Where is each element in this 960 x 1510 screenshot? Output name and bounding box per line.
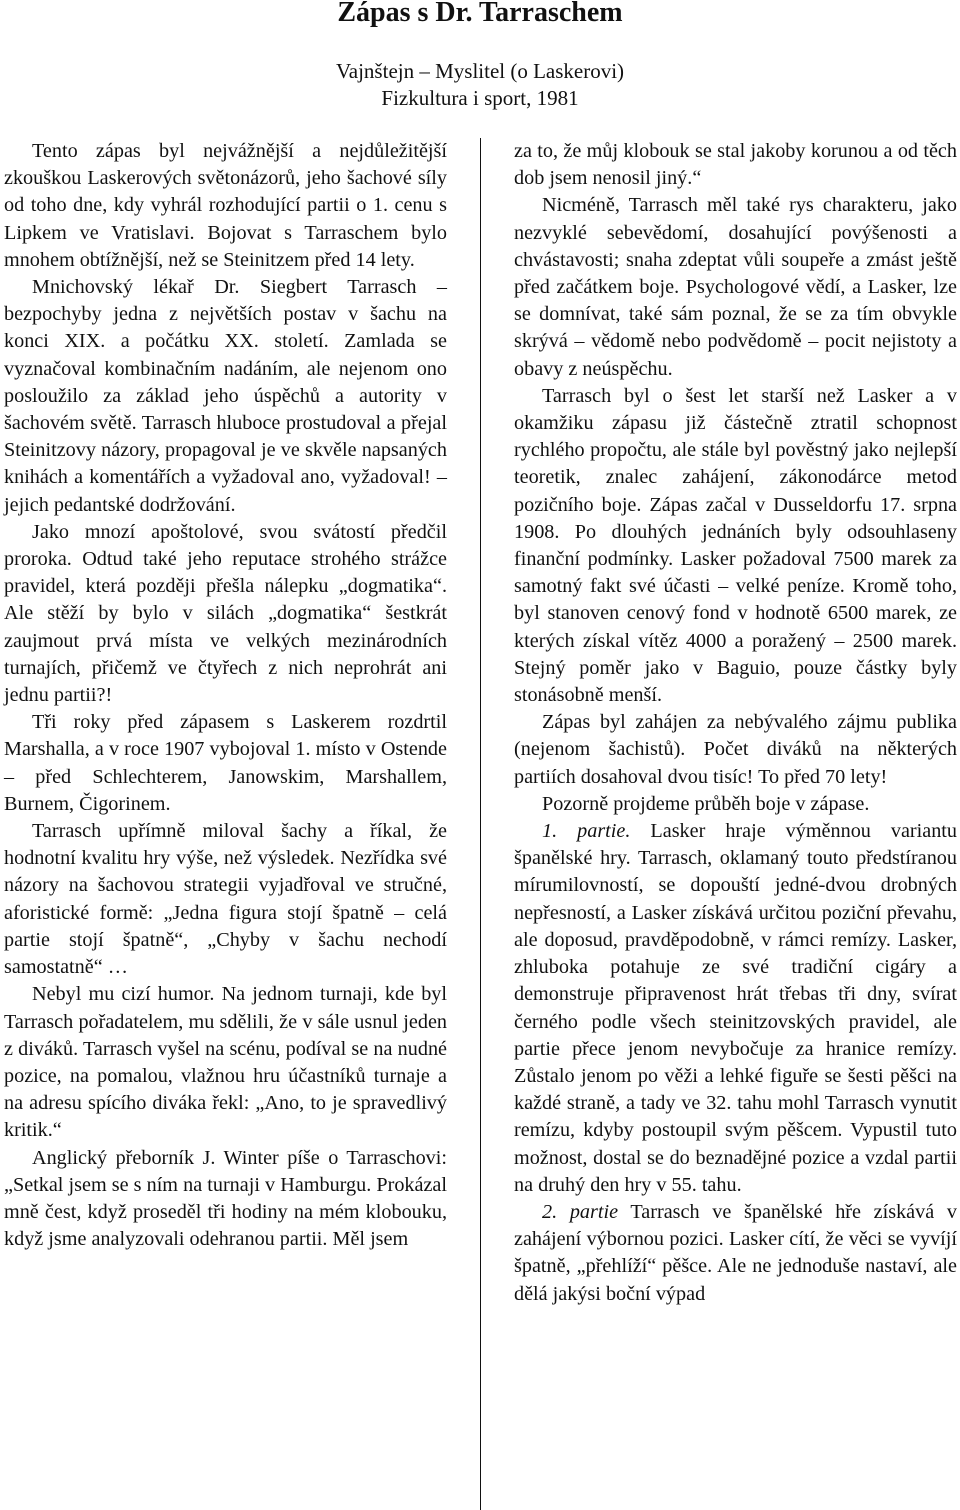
paragraph: Nicméně, Tarrasch měl také rys charakteru, jako nezvyklé sebevědomí, dosahující povýšenosti a chvástavosti; snaha zdeptat vůli soupeře a zmást ještě před začátkem boje. Psychologové vědí, a Lasker, lze se domnívat, také sám poznal, že se za tím obvykle skrývá – vědomě nebo podvědomě – pocit nejistoty a obavy z neúspěchu. xyxy=(514,194,957,380)
document-subtitle-source: Vajnštejn – Myslitel (o Laskerovi) xyxy=(335,59,625,83)
right-column xyxy=(514,138,957,1308)
paragraph: Jako mnozí apoštolové, svou svátostí předčil proroka. Odtud také jeho reputace strohého strážce pravidel, která později přešla nálepku „dogmatika“. Ale stěží by bylo v silách „dogmatika“ šestkrát zaujmout prvá místa ve velkých mezinárodních turnajích, přičemž ve čtyřech z nich neprohrát ani jednu partii?! xyxy=(4,520,447,707)
paragraph: Tento zápas byl nejvážnější a nejdůležitější zkouškou Laskerových světonázorů, jeho šachové síly od toho dne, kdy vyhrál rozhodující partii o 1. cenu s Lipkem ve Vratislavi. Bojovat s Tarraschem bylo mnohem obtížnější, než se Steinitzem před 14 lety. xyxy=(4,140,447,271)
paragraph: Anglický přeborník J. Winter píše o Tarraschovi: „Setkal jsem se s ním na turnaji v Hamburgu. Prokázal mně čest, když proseděl tři hodiny na mém klobouku, když jsme analyzovali odehranou partii. Měl jsem xyxy=(4,1146,447,1251)
paragraph: Zápas byl zahájen za nebývalého zájmu publika (nejenom šachistů). Počet diváků na některých partiích dosahoval dvou tisíc! To před 70 lety! xyxy=(514,711,957,788)
paragraph: Nebyl mu cizí humor. Na jednom turnaji, kde byl Tarrasch pořadatelem, mu sdělili, že v sále usnul jeden z diváků. Tarrasch vyšel na scénu, podíval se na nudné pozice, na pomalou, vlažnou hru účastníků turnaje a na adresu spícího diváka řekl: „Ano, to je spravedlivý kritik.“ xyxy=(4,983,447,1142)
paragraph-game-1 xyxy=(514,818,957,1199)
paragraph: Mnichovský lékař Dr. Siegbert Tarrasch – bezpochyby jedna z největších postav v šachu na konci XIX. a počátku XX. století. Zamlada se vyznačoval kombinačním nadáním, ale nejenom ono posloužilo za základ jeho úspěchů a autority v šachovém světě. Tarrasch hluboce prostudoval a přejal Steinitzovy názory, propagoval je ve skvěle napsaných knihách a komentářích a vyžadoval ano, vyžadoval! – jejich pedantské dodržování. xyxy=(4,276,447,516)
paragraph: za to, že můj klobouk se stal jakoby korunou a od těch dob jsem nenosil jiný.“ xyxy=(514,140,957,190)
paragraph: Tarrasch upřímně miloval šachy a říkal, že hodnotní kvalitu hry výše, než výsledek. Nezřídka své názory na šachovou strategii vyjadřoval ve stručné, aforistické formě: „Jedna figura stojí špatně – celá partie stojí špatně“, „Chyby v šachu nechodí samostatně“ … xyxy=(4,820,447,979)
paragraph: Pozorně projdeme průběh boje v zápase. xyxy=(542,792,870,815)
column-divider xyxy=(480,138,481,1510)
document-title: Zápas s Dr. Tarraschem xyxy=(337,0,623,28)
game-label: 1. partie. xyxy=(542,820,631,843)
left-column xyxy=(4,138,447,1253)
paragraph: Tarrasch byl o šest let starší než Lasker a v okamžiku zápasu již částečně ztratil schopnost rychlého propočtu, ale stále byl pověstný jako nejlepší teoretik, znalec zahájení, zákonodárce metod pozičního boje. Zápas začal v Dusseldorfu 17. srpna 1908. Po dlouhých jednáních byly odsouhlaseny finanční podmínky. Lasker požadoval 7500 marek za samotný fakt své účasti – velké peníze. Kromě toho, byl stanoven cenový fond v hodnotě 6500 marek, ze kterých získal vítěz 4000 a poražený – 2500 marek. Stejný poměr jako v Baguio, pouze částky byly stonásobně menší. xyxy=(514,384,957,707)
game-label: 2. partie xyxy=(542,1200,619,1223)
paragraph: Tři roky před zápasem s Laskerem rozdrtil Marshalla, a v roce 1907 vybojoval 1. místo v Ostende – před Schlechterem, Janowskim, Marshallem, Burnem, Čigorinem. xyxy=(4,711,447,815)
paragraph-game-2 xyxy=(514,1199,957,1308)
paragraph-text: Tarrasch ve španělské hře získává v zahájení výbornou pozici. Lasker cítí, že věci se vyvíjí špatně, „přehlíží“ pěšce. Ale ne jednoduše nastaví, ale dělá jakýsi boční výpad xyxy=(514,1200,957,1305)
paragraph-text: Lasker hraje výměnnou variantu španělské hry. Tarrasch, oklamaný touto předstíranou mírumilovností, se dopouští jedné-dvou drobných nepřesností, a Lasker získává určitou poziční převahu, ale doposud, pravděpodobně, v rámci remízy. Lasker, zhluboka potahuje ze své tradiční cigáry a demonstruje připravenost hrát třebas tři dny, svírat černého podle všech steinitzovských pravidel, ale partie přece jenom nevybočuje za hranice remízy. Zůstalo jenom po věži a lehké figuře se šesti pěšci na každé straně, a tady ve 32. tahu mohl Tarrasch vynutit remízu, kdyby postoupil svým pěšcem. Vypustil tuto možnost, dostal se do beznadějné pozice a vzdal partii na druhý den hry v 55. tahu. xyxy=(514,820,958,1196)
document-subtitle-publication: Fizkultura i sport, 1981 xyxy=(381,86,579,110)
